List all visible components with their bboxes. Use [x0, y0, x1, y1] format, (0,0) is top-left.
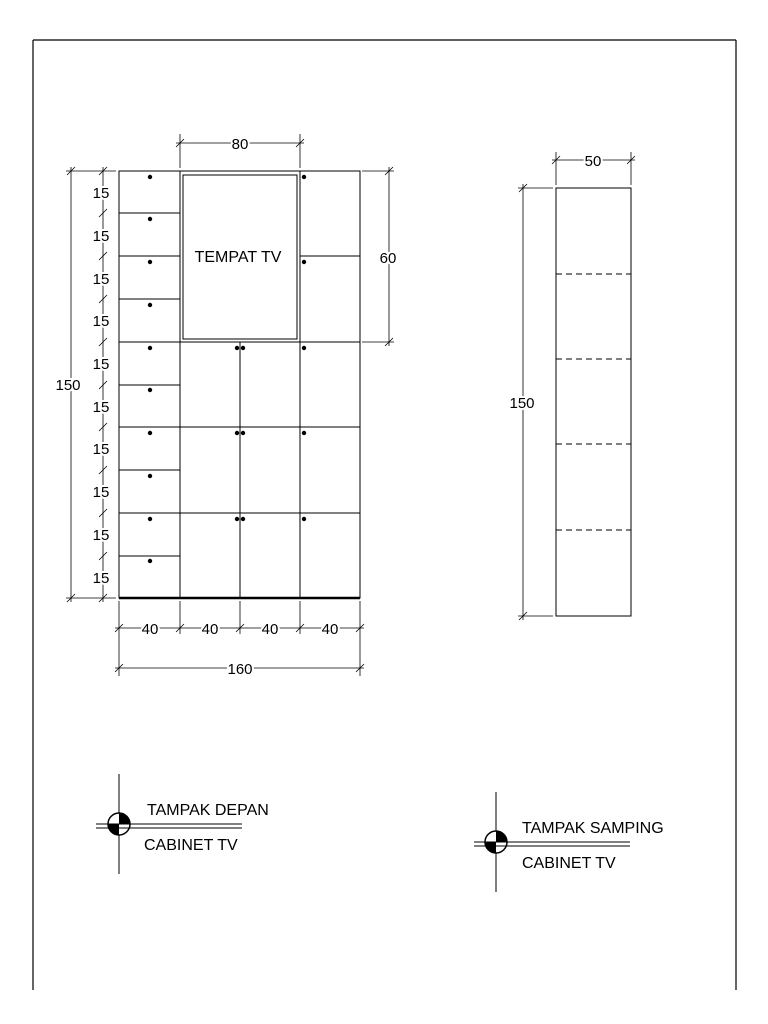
front-view: [55, 134, 396, 678]
front-view-subtitle: CABINET TV: [144, 837, 238, 854]
row-height-label: 15: [92, 228, 110, 245]
row-height-label: 15: [92, 527, 110, 544]
column-width-label: 40: [261, 621, 279, 638]
door-knobs: [148, 175, 306, 563]
column-width-label: 40: [321, 621, 339, 638]
dim-total-height-label: 150: [55, 377, 81, 394]
tv-area-label: TEMPAT TV: [194, 249, 282, 266]
side-view: [509, 152, 635, 620]
column-width-label: 40: [201, 621, 219, 638]
front-cabinet-body: [119, 171, 360, 598]
row-height-label: 15: [92, 441, 110, 458]
side-cabinet-body: [556, 188, 631, 616]
dim-top-width-label: 80: [231, 136, 249, 153]
dim-tv-height-label: 60: [379, 250, 397, 267]
column-width-label: 40: [141, 621, 159, 638]
row-height-label: 15: [92, 356, 110, 373]
dim-total-width-label: 160: [227, 661, 253, 678]
front-view-title: TAMPAK DEPAN: [147, 802, 269, 819]
dim-side-height-label: 150: [509, 395, 535, 412]
row-height-label: 15: [92, 399, 110, 416]
front-title-block: [96, 774, 269, 874]
row-height-label: 15: [92, 271, 110, 288]
dim-side-depth-label: 50: [584, 153, 602, 170]
side-title-block: [474, 792, 664, 892]
dim-row-height-labels: [93, 185, 110, 587]
side-view-subtitle: CABINET TV: [522, 855, 616, 872]
side-view-title: TAMPAK SAMPING: [522, 820, 664, 837]
row-height-label: 15: [92, 185, 110, 202]
row-height-label: 15: [92, 313, 110, 330]
row-height-label: 15: [92, 484, 110, 501]
row-height-label: 15: [92, 570, 110, 587]
